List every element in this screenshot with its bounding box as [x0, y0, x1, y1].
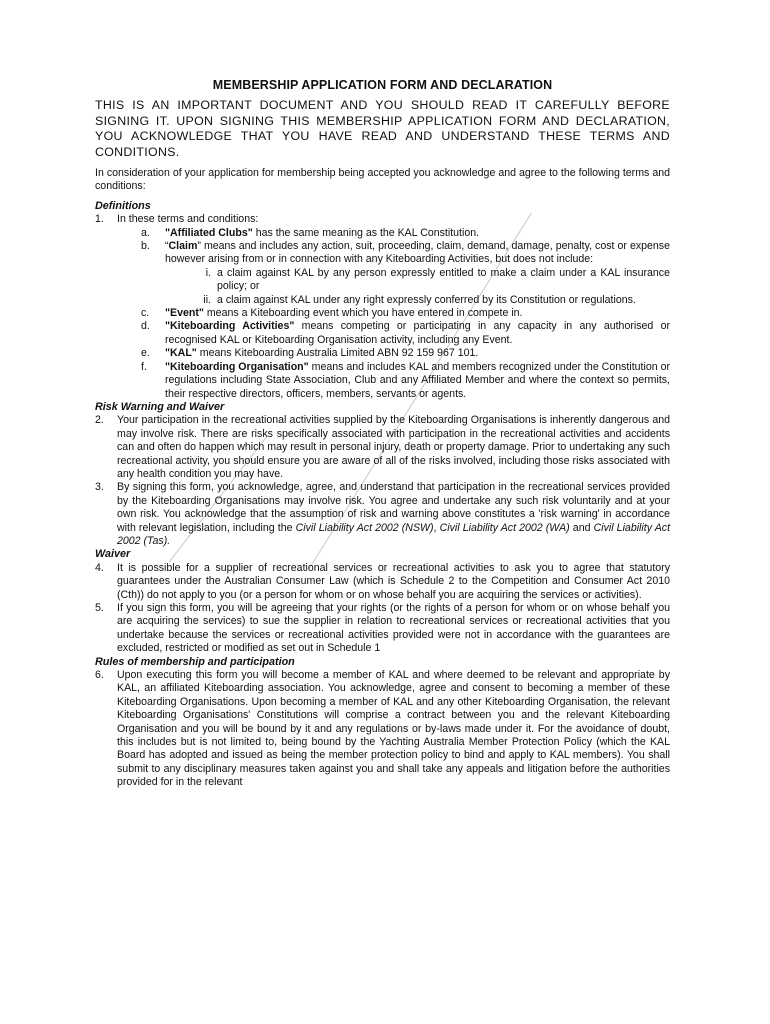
clause-text: It is possible for a supplier of recreational services or recreational activities to ask you to agree that statutory guarantees under the Australian Consumer Law (which is Schedule 2 to the Competition and Consumer Act 2010 (Cth)) do not apply to you (or a person for whom or on whose behalf you are acquiring the services or activities). [117, 561, 670, 601]
roman-text: a claim against KAL under any right expressly conferred by its Constitution or regulations. [217, 293, 636, 306]
act-citation: Civil Liability Act 2002 (WA) [439, 521, 570, 534]
definition-term: "Affiliated Clubs" [165, 226, 253, 239]
definition-d [95, 320, 670, 347]
definition-e [95, 347, 670, 360]
roman-label: i. [205, 266, 211, 279]
section-heading-definitions: Definitions [95, 199, 151, 212]
definition-b-ii [95, 294, 670, 307]
definition-label: b. [141, 240, 150, 253]
definition-b-i [95, 267, 670, 294]
definition-label: a. [141, 226, 150, 239]
clause-number: 3. [95, 481, 104, 494]
separator: and [569, 521, 594, 534]
definition-text: has the same meaning as the KAL Constitution. [252, 226, 480, 239]
definition-term: "Kiteboarding Organisation" [165, 360, 309, 373]
clause-text: Upon executing this form you will become a member of KAL and where deemed to be relevant and appropriate by KAL, an affiliated Kiteboarding association. You acknowledge, agree and consent to becoming a member of these Kiteboarding Organisations. Upon becoming a member of KAL and any other Kiteboarding Organisation, the relevant Kiteboarding Organisations' Constitutions will comprise a contract between you and the relevant Kiteboarding Organisation and you will be bound by it and any regulations or by-laws made under it. For the avoidance of doubt, this includes but is not limited to, being bound by the Yachting Australia Member Protection Policy (which the KAL Board has adopted and issued as being the member protection policy to bind and apply to KAL members). You shall submit to any disciplinary measures taken against you and shall take any appeals and litigation before the authorities provided for in the relevant [117, 669, 670, 789]
definition-label: d. [141, 320, 150, 333]
definition-term: "KAL" [165, 347, 197, 360]
important-notice: THIS IS AN IMPORTANT DOCUMENT AND YOU SHOULD READ IT CAREFULLY BEFORE SIGNING IT. UPON SIGNING THIS MEMBERSHIP APPLICATION FORM AND DECLARATION, YOU ACKNOWLEDGE THAT YOU HAVE READ AND UNDERSTAND THESE TERMS AND CONDITIONS. [95, 98, 670, 159]
definition-text: means Kiteboarding Australia Limited ABN 92 159 967 101. [196, 347, 479, 360]
definition-text: means a Kiteboarding event which you have entered in compete in. [203, 307, 523, 320]
definition-label: e. [141, 347, 150, 360]
clause-4 [95, 562, 670, 602]
definition-f [95, 361, 670, 401]
clause-number: 5. [95, 602, 104, 614]
definition-label: f. [141, 360, 147, 373]
section-heading-rules: Rules of membership and participation [95, 655, 295, 668]
clause-text: If you sign this form, you will be agreeing that your rights (or the rights of a person for whom or on whose behalf you are acquiring the services) to sue the supplier in relation to recreational services or recreational activities that you undertake because the services or recreational activities provided were not in accordance with the guarantees are excluded, restricted or modified as set out in Schedule 1 [117, 602, 670, 655]
clause-number: 6. [95, 669, 104, 682]
clause-number: 4. [95, 561, 104, 574]
definition-text: ” means and includes any action, suit, proceeding, claim, demand, damage, penalty, cost or expense however arising from or in connection with any Kiteboarding Activities, but does not include: [165, 240, 670, 266]
intro-paragraph: In consideration of your application for membership being accepted you acknowledge and agree to the following terms and conditions: [95, 167, 670, 193]
clause-1 [95, 213, 670, 226]
definition-term: "Event" [165, 307, 204, 320]
clause-number: 1. [95, 213, 104, 226]
clause-text: Your participation in the recreational activities supplied by the Kiteboarding Organisations is inherently dangerous and may involve risk. There are risks specifically associated with participation in the recreational activities and accidents can and often do happen which may result in personal injury, death or property damage. Prior to undertaking any such recreational activity, you should ensure you are aware of all of the risks involved, including those risks associated with any health condition you may have. [117, 414, 670, 480]
act-citation: Civil Liability Act 2002 (Tas). [117, 521, 671, 547]
definition-text: means and includes KAL and members recognized under the Constitution or regulations including State Association, Club and any Affiliated Member and where the context so permits, their respective directors, officers, members, servants or agents. [165, 360, 670, 400]
definition-quote: “ [165, 240, 169, 253]
page-title: MEMBERSHIP APPLICATION FORM AND DECLARATION [212, 78, 553, 92]
clause-6 [95, 669, 670, 790]
definition-text: means competing or participating in any capacity in any authorised or recognised KAL or Kiteboarding Organisation activity, including any Event. [165, 320, 670, 346]
section-heading-waiver: Waiver [95, 548, 131, 561]
clause-number: 2. [95, 414, 104, 427]
act-citation: Civil Liability Act 2002 (NSW) [295, 521, 434, 534]
clause-5 [95, 602, 670, 656]
roman-text: a claim against KAL by any person expressly entitled to make a claim under a KAL insurance policy; or [217, 266, 670, 293]
roman-label: ii. [203, 293, 211, 306]
definition-b [95, 240, 670, 267]
clause-3 [95, 481, 670, 548]
definition-c [95, 307, 670, 320]
separator: , [433, 521, 440, 534]
document-page [95, 78, 670, 790]
section-heading-risk: Risk Warning and Waiver [95, 400, 225, 413]
definition-label: c. [141, 307, 150, 320]
definition-a [95, 227, 670, 240]
clause-2 [95, 414, 670, 481]
clause-text: In these terms and conditions: [117, 213, 259, 226]
clause-text: By signing this form, you acknowledge, agree, and understand that participation in the recreational services provided by the Kiteboarding Organisations may involve risk. You agree and undertake any such risk voluntarily and at your own risk. You acknowledge that the assumption of risk and warning above constitutes a 'risk warning' in accordance with relevant legislation, including the [117, 481, 670, 534]
definition-term: Claim [168, 240, 198, 253]
definition-term: "Kiteboarding Activities" [165, 320, 295, 333]
